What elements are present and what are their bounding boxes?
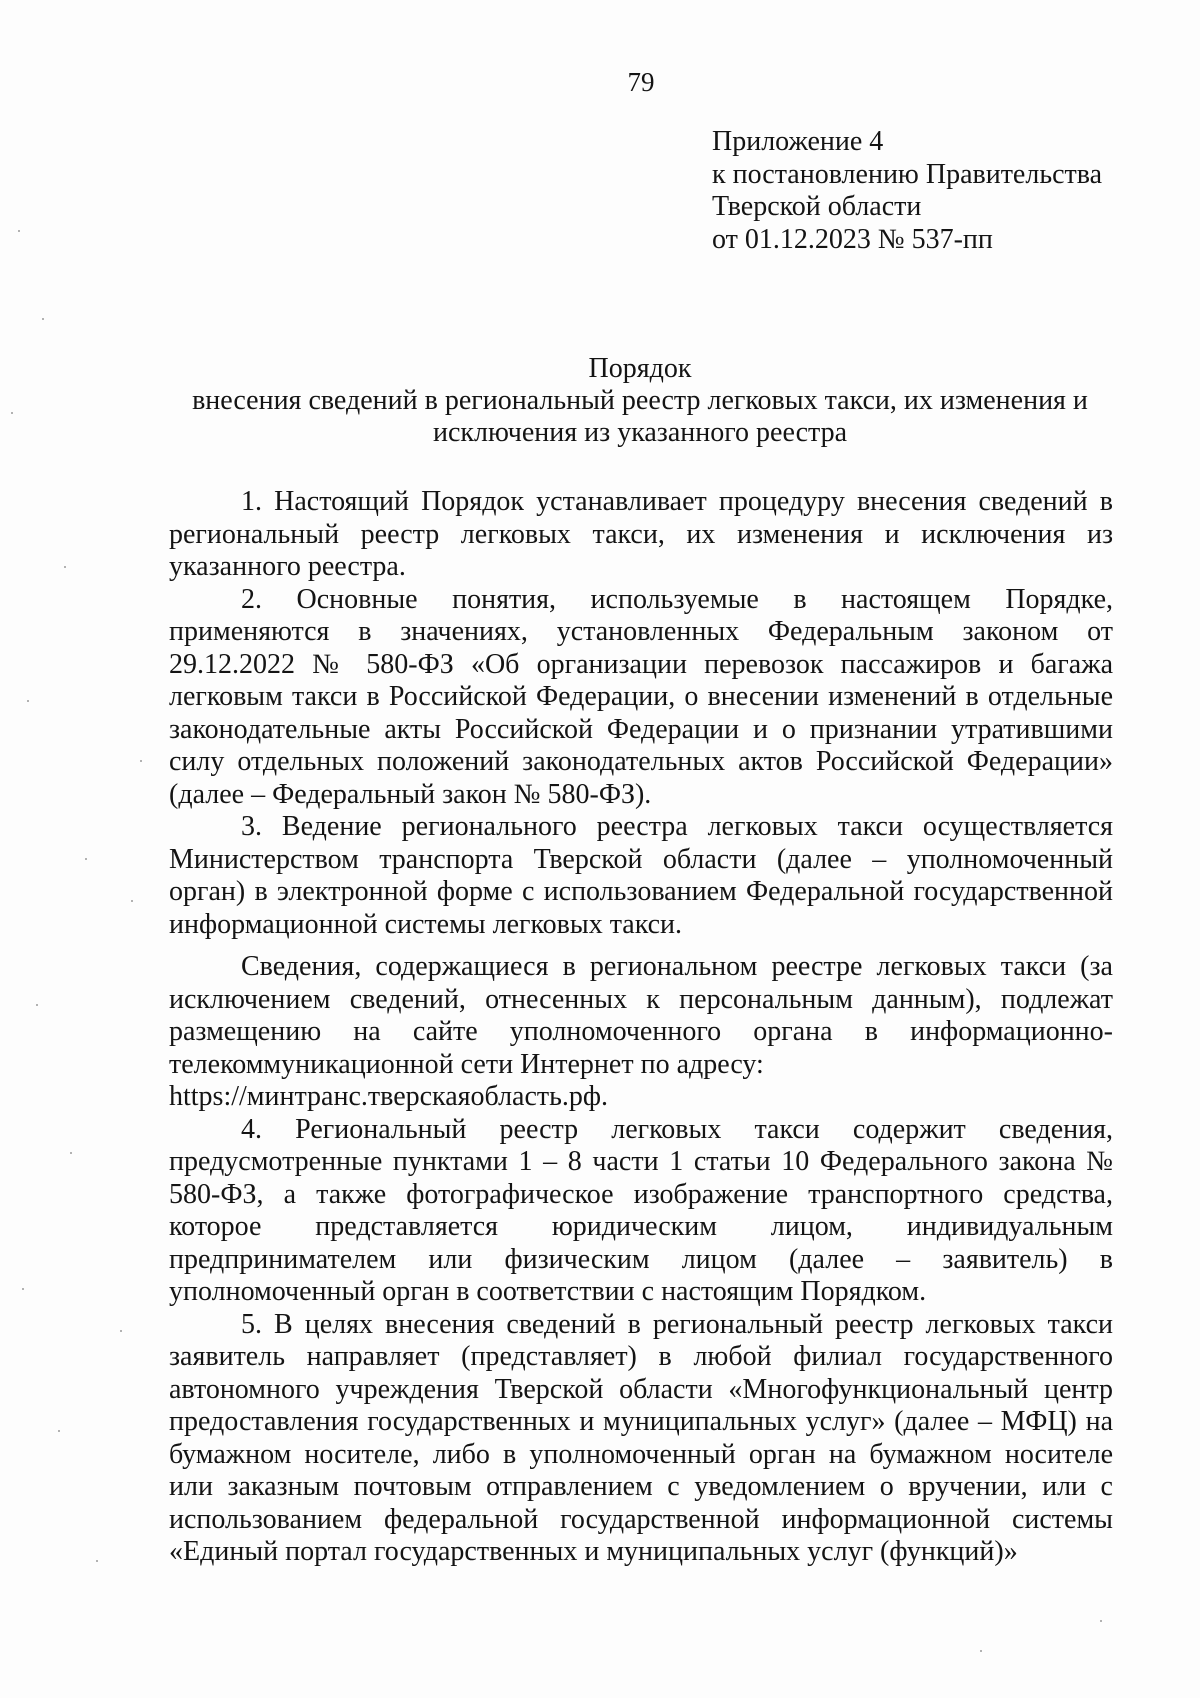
appendix-line: к постановлению Правительства — [712, 158, 1103, 190]
document-body — [169, 486, 1113, 1569]
ministry-website-url: https://минтранс.тверскаяобласть.рф. — [169, 1081, 609, 1112]
paragraph-4: 4. Региональный реестр легковых такси содержит сведения, предусмотренные пунктами 1 – 8 части 1 статьи 10 Федерального закона № 580-ФЗ, а также фотографическое изображение транспортного средства, которое представляется юридическим лицом, индивидуальным предпринимателем или физическим лицом (далее – заявитель) в уполномоченный орган в соответствии с настоящим Порядком. — [169, 1113, 1113, 1307]
paragraph-3: 3. Ведение регионального реестра легковых такси осуществляется Министерством транспорта Тверской области (далее – уполномоченный орган) в электронной форме с использованием Федеральной государственной информационной системы легковых такси. — [169, 811, 1113, 940]
heading-subtitle-line: внесения сведений в региональный реестр легковых такси, их изменения и — [192, 385, 1088, 416]
document-heading — [170, 352, 1110, 449]
heading-subtitle-line: исключения из указанного реестра — [432, 417, 848, 448]
appendix-block — [712, 126, 1142, 256]
paragraph-1: 1. Настоящий Порядок устанавливает процедуру внесения сведений в региональный реестр легковых такси, их изменения и исключения из указанного реестра. — [169, 486, 1113, 582]
paragraph-3-continued — [169, 951, 1113, 1114]
paragraph-2: 2. Основные понятия, используемые в настоящем Порядке, применяются в значениях, установленных Федеральным законом от 29.12.2022 № 580-ФЗ «Об организации перевозок пассажиров и багажа легковым такси в Российской Федерации, о внесении изменений в отдельные законодательные акты Российской Федерации и о признании утратившими силу отдельных положений законодательных актов Российской Федерации» (далее – Федеральный закон № 580-ФЗ). — [169, 583, 1113, 810]
page-number: 79 — [627, 67, 655, 97]
heading-title: Порядок — [588, 353, 692, 384]
paragraph-3-continued-text: Сведения, содержащиеся в региональном реестре легковых такси (за исключением сведений, отнесенных к персональным данным), подлежат размещению на сайте уполномоченного органа в информационно-телекоммуникационной сети Интернет по адресу: — [169, 951, 1113, 1080]
appendix-line: Тверской области — [712, 191, 922, 222]
appendix-line: от 01.12.2023 № 537-пп — [712, 223, 993, 255]
paragraph-5: 5. В целях внесения сведений в региональный реестр легковых такси заявитель направляет (представляет) в любой филиал государственного автономного учреждения Тверской области «Многофункциональный центр предоставления государственных и муниципальных услуг» (далее – МФЦ) на бумажном носителе, либо в уполномоченный орган на бумажном носителе или заказным почтовым отправлением с уведомлением о вручении, или с использованием федеральной государственной информационной системы «Единый портал государственных и муниципальных услуг (функций)» — [169, 1308, 1113, 1567]
appendix-line: Приложение 4 — [712, 126, 884, 157]
